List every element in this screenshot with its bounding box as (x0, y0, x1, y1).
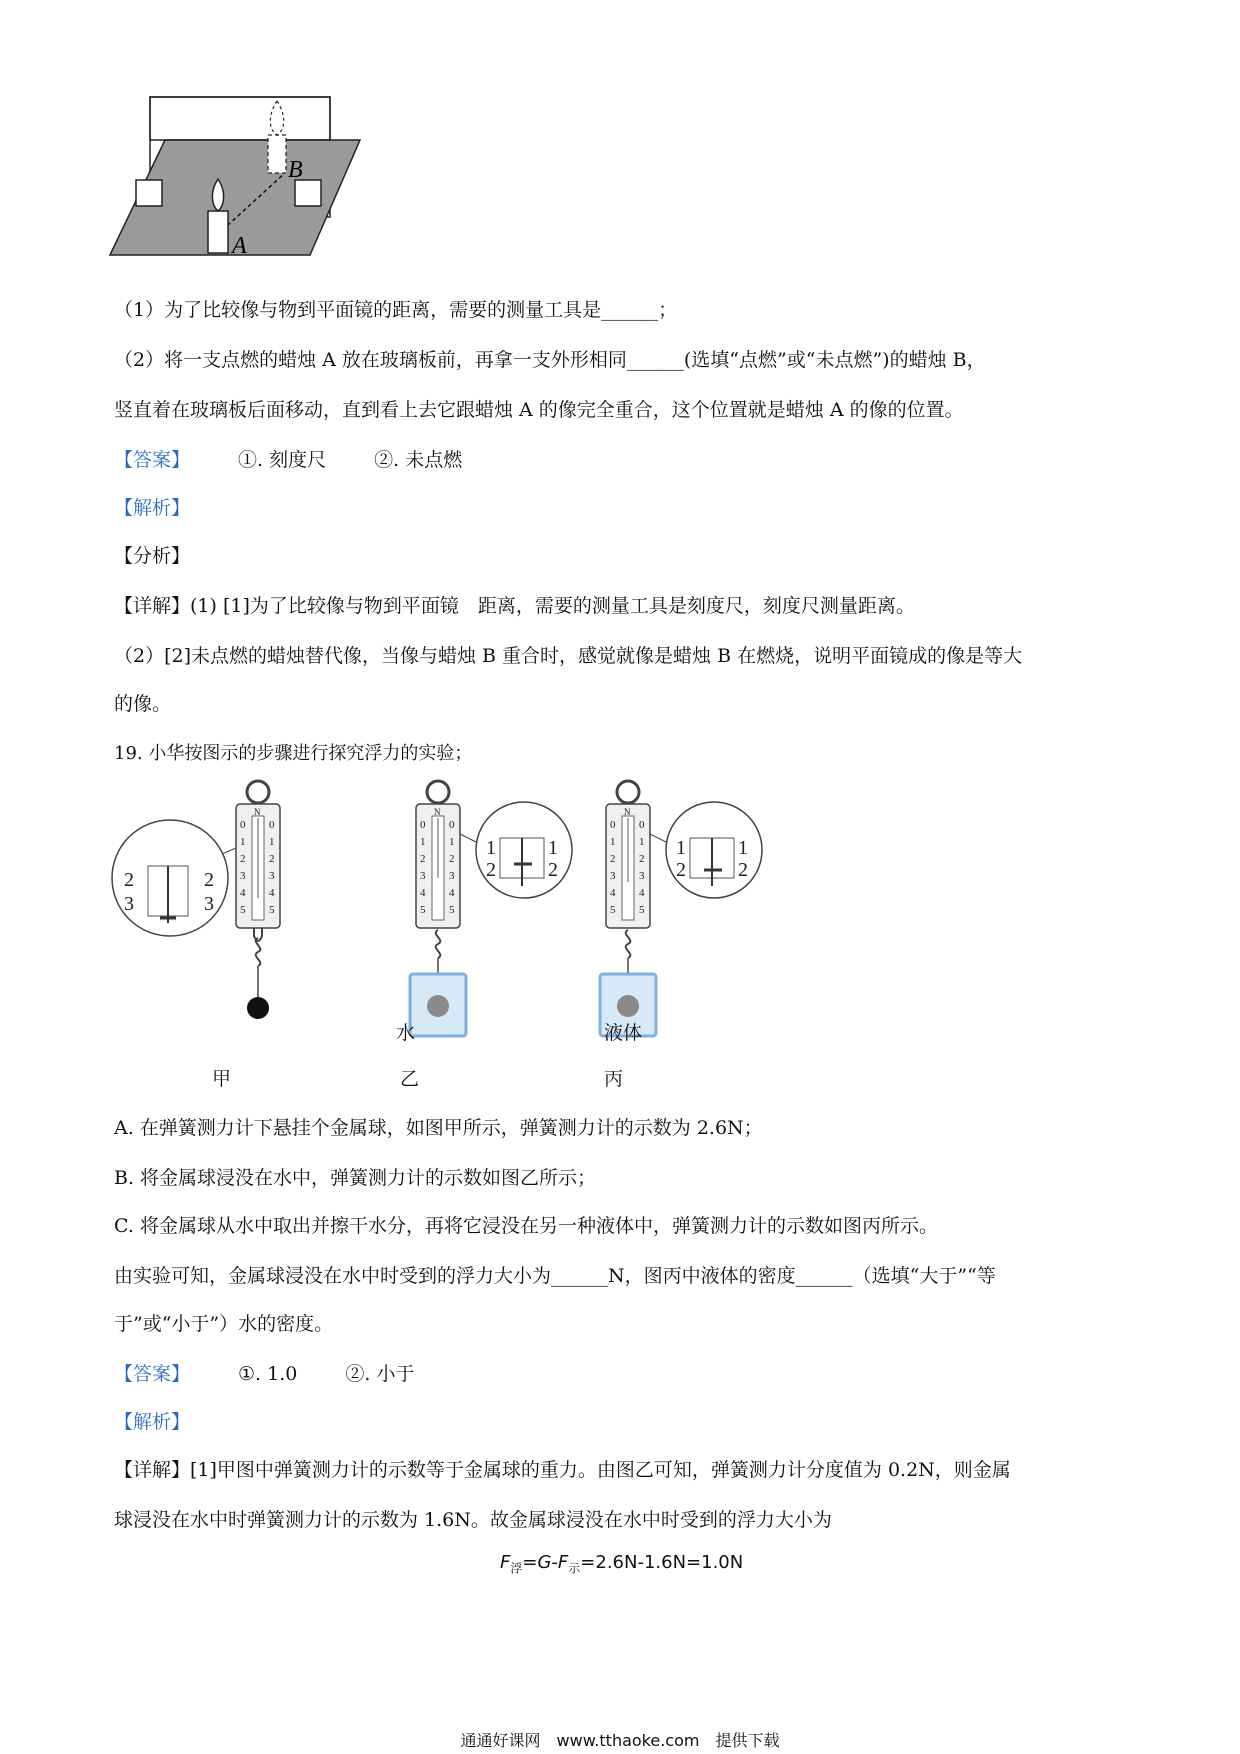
q19-analysis-tag: 【解析】 (114, 1411, 191, 1433)
svg-text:3: 3 (124, 893, 134, 915)
answer-item-1: ①. 刻度尺 (238, 449, 327, 471)
svg-text:3: 3 (269, 870, 275, 882)
svg-text:0: 0 (639, 819, 645, 831)
answer-item-2: ②. 小于 (345, 1363, 415, 1385)
svg-text:3: 3 (449, 870, 455, 882)
svg-text:5: 5 (610, 904, 616, 916)
svg-text:2: 2 (486, 859, 496, 881)
svg-text:3: 3 (240, 870, 246, 882)
svg-text:1: 1 (548, 837, 558, 859)
svg-text:2: 2 (449, 853, 455, 865)
answer-tag: 【答案】 (114, 449, 191, 471)
q18-detail-2a: （2）[2]未点燃的蜡烛替代像，当像与蜡烛 B 重合时，感觉就像是蜡烛 B 在燃烧，说明平面镜成的像是等大 (114, 645, 1023, 667)
q18-answer (114, 446, 462, 474)
svg-text:2: 2 (204, 869, 214, 891)
svg-text:1: 1 (240, 836, 246, 848)
q19-step-b: B. 将金属球浸没在水中，弹簧测力计的示数如图乙所示； (114, 1167, 597, 1189)
svg-text:2: 2 (240, 853, 246, 865)
svg-text:1: 1 (449, 836, 455, 848)
svg-text:4: 4 (240, 887, 246, 899)
plane-mirror-figure (110, 95, 410, 290)
svg-text:2: 2 (610, 853, 616, 865)
svg-text:1: 1 (420, 836, 426, 848)
svg-text:N: N (624, 807, 631, 817)
spring-scale-jia (112, 781, 280, 1019)
svg-text:0: 0 (420, 819, 426, 831)
q18-part1: （1）为了比较像与物到平面镜的距离，需要的测量工具是______； (114, 299, 678, 321)
svg-text:N: N (254, 807, 261, 817)
svg-text:2: 2 (639, 853, 645, 865)
svg-text:1: 1 (738, 837, 748, 859)
label-b: B (288, 157, 303, 183)
spring-scale-bing (600, 781, 762, 1036)
svg-text:1: 1 (639, 836, 645, 848)
svg-text:5: 5 (269, 904, 275, 916)
svg-text:1: 1 (610, 836, 616, 848)
svg-text:2: 2 (124, 869, 134, 891)
svg-text:2: 2 (420, 853, 426, 865)
q19-question-b: 于”或“小于”）水的密度。 (114, 1313, 334, 1335)
label-liquid: 液体 (604, 1022, 643, 1044)
svg-text:5: 5 (420, 904, 426, 916)
svg-text:1: 1 (486, 837, 496, 859)
svg-text:4: 4 (610, 887, 616, 899)
svg-text:2: 2 (548, 859, 558, 881)
svg-text:5: 5 (449, 904, 455, 916)
svg-text:4: 4 (639, 887, 645, 899)
label-a: A (232, 233, 247, 259)
svg-text:1: 1 (269, 836, 275, 848)
answer-tag: 【答案】 (114, 1363, 191, 1385)
q18-detail-1: 【详解】(1) [1]为了比较像与物到平面镜 距离，需要的测量工具是刻度尺，刻度尺测量距离。 (114, 595, 915, 617)
answer-item-1: ①. 1.0 (238, 1363, 298, 1385)
buoyancy-formula: $F_浮=G-F_示=2.6N-1.6N=1.0N$ (500, 1552, 744, 1576)
svg-text:0: 0 (269, 819, 275, 831)
q19-question-a: 由实验可知，金属球浸没在水中时受到的浮力大小为______N，图丙中液体的密度______（选填“大于”“等 (114, 1265, 996, 1287)
answer-item-2: ②. 未点燃 (374, 449, 463, 471)
q18-part2-line2: 竖直着在玻璃板后面移动，直到看上去它跟蜡烛 A 的像完全重合，这个位置就是蜡烛 A 的像的位置。 (114, 399, 964, 421)
svg-text:0: 0 (240, 819, 246, 831)
caption-jia: 甲 (212, 1068, 232, 1090)
svg-text:N: N (434, 807, 441, 817)
svg-text:4: 4 (449, 887, 455, 899)
svg-text:2: 2 (269, 853, 275, 865)
buoyancy-figure (110, 778, 748, 1058)
svg-text:4: 4 (269, 887, 275, 899)
svg-text:5: 5 (639, 904, 645, 916)
svg-text:2: 2 (738, 859, 748, 881)
svg-text:3: 3 (204, 893, 214, 915)
q19-title: 19. 小华按图示的步骤进行探究浮力的实验； (114, 743, 473, 764)
svg-text:3: 3 (610, 870, 616, 882)
svg-text:2: 2 (676, 859, 686, 881)
svg-text:4: 4 (420, 887, 426, 899)
q18-analysis-tag: 【解析】 (114, 497, 191, 519)
q19-step-c: C. 将金属球从水中取出并擦干水分，再将它浸没在另一种液体中，弹簧测力计的示数如图丙所示。 (114, 1215, 938, 1237)
q19-answer (114, 1360, 414, 1388)
svg-text:0: 0 (610, 819, 616, 831)
svg-text:3: 3 (639, 870, 645, 882)
svg-text:1: 1 (676, 837, 686, 859)
page-footer: 通通好课网 www.tthaoke.com 提供下载 (460, 1731, 780, 1750)
q18-fenxi-tag: 【分析】 (114, 545, 191, 567)
q19-detail-1: 【详解】[1]甲图中弹簧测力计的示数等于金属球的重力。由图乙可知，弹簧测力计分度值为 0.2N，则金属 (114, 1459, 1011, 1481)
svg-text:0: 0 (449, 819, 455, 831)
q19-detail-2: 球浸没在水中时弹簧测力计的示数为 1.6N。故金属球浸没在水中时受到的浮力大小为 (114, 1509, 832, 1531)
caption-bing: 丙 (604, 1068, 624, 1090)
caption-yi: 乙 (400, 1068, 420, 1090)
q19-step-a: A. 在弹簧测力计下悬挂个金属球，如图甲所示，弹簧测力计的示数为 2.6N； (114, 1117, 763, 1139)
svg-text:5: 5 (240, 904, 246, 916)
spring-scale-yi (410, 781, 572, 1036)
q18-part2-line1: （2）将一支点燃的蜡烛 A 放在玻璃板前，再拿一支外形相同______(选填“点燃”或“未点燃”)的蜡烛 B， (114, 349, 986, 371)
svg-text:3: 3 (420, 870, 426, 882)
q18-detail-2b: 的像。 (114, 693, 172, 715)
label-water: 水 (396, 1022, 416, 1044)
